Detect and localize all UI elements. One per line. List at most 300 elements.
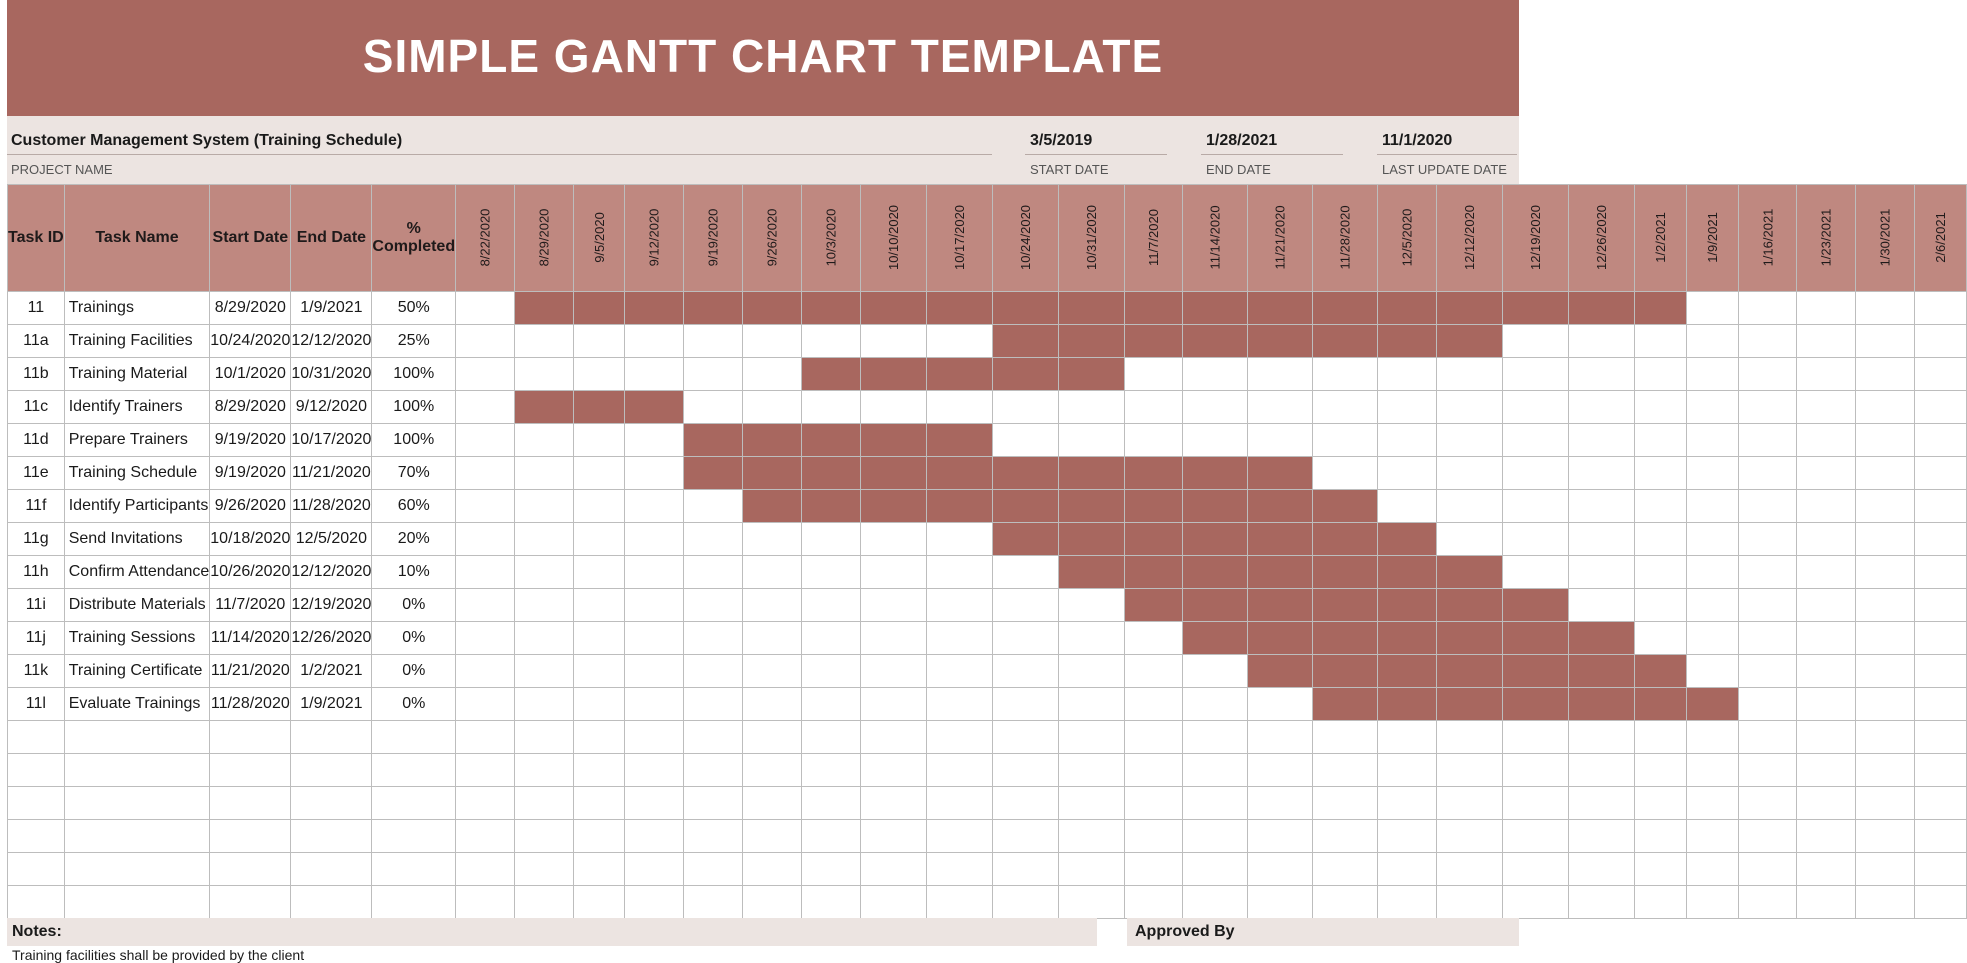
- week-label: 10/3/2020: [823, 208, 839, 267]
- empty-cell: [372, 820, 456, 853]
- week-header: [1686, 185, 1738, 292]
- gantt-empty-cell: [1856, 523, 1915, 556]
- gantt-empty-cell: [801, 589, 860, 622]
- gantt-bar-cell: [1125, 325, 1183, 358]
- empty-cell: [1378, 886, 1437, 919]
- empty-cell: [1125, 853, 1183, 886]
- gantt-empty-cell: [1313, 424, 1378, 457]
- gantt-empty-cell: [1635, 622, 1687, 655]
- gantt-empty-cell: [1569, 457, 1635, 490]
- week-header: [801, 185, 860, 292]
- task-pct-cell: 0%: [372, 655, 456, 688]
- task-id-cell: 11j: [8, 622, 65, 655]
- week-label: 8/22/2020: [477, 208, 493, 267]
- gantt-empty-cell: [1503, 457, 1569, 490]
- gantt-empty-cell: [1738, 688, 1797, 721]
- empty-cell: [743, 820, 802, 853]
- empty-cell: [1182, 820, 1247, 853]
- gantt-empty-cell: [573, 457, 625, 490]
- week-header: [456, 185, 515, 292]
- gantt-empty-cell: [1635, 490, 1687, 523]
- gantt-empty-cell: [625, 358, 684, 391]
- week-label: 11/7/2020: [1146, 209, 1162, 266]
- gantt-bar-cell: [992, 523, 1058, 556]
- week-label: 8/29/2020: [536, 208, 552, 267]
- gantt-empty-cell: [456, 325, 515, 358]
- task-id-cell: 11l: [8, 688, 65, 721]
- gantt-empty-cell: [1738, 556, 1797, 589]
- task-name-cell: Trainings: [64, 292, 210, 325]
- empty-cell: [1437, 787, 1503, 820]
- empty-cell: [210, 787, 291, 820]
- empty-cell: [573, 853, 625, 886]
- week-header: [926, 185, 992, 292]
- empty-cell: [1313, 820, 1378, 853]
- gantt-empty-cell: [1125, 622, 1183, 655]
- empty-cell: [625, 820, 684, 853]
- gantt-empty-cell: [1503, 391, 1569, 424]
- task-name-cell: Confirm Attendance: [64, 556, 210, 589]
- gantt-bar-cell: [1313, 622, 1378, 655]
- week-label: 9/5/2020: [591, 212, 607, 263]
- gantt-bar-cell: [573, 391, 625, 424]
- gantt-bar-cell: [1059, 325, 1125, 358]
- gantt-empty-cell: [1915, 688, 1967, 721]
- gantt-bar-cell: [1182, 457, 1247, 490]
- gantt-bar-cell: [801, 424, 860, 457]
- last-update-underline: [1377, 154, 1517, 155]
- empty-cell: [291, 721, 372, 754]
- empty-cell: [372, 886, 456, 919]
- task-row: [8, 523, 1967, 556]
- gantt-bar-cell: [1569, 292, 1635, 325]
- gantt-bar-cell: [743, 292, 802, 325]
- task-rows: [8, 292, 1967, 919]
- gantt-empty-cell: [1738, 457, 1797, 490]
- empty-cell: [1437, 754, 1503, 787]
- gantt-bar-cell: [1182, 556, 1247, 589]
- gantt-empty-cell: [743, 358, 802, 391]
- week-header: [1313, 185, 1378, 292]
- task-start-cell: 10/26/2020: [210, 556, 291, 589]
- gantt-empty-cell: [1856, 490, 1915, 523]
- gantt-empty-cell: [625, 490, 684, 523]
- gantt-empty-cell: [573, 490, 625, 523]
- gantt-empty-cell: [1569, 490, 1635, 523]
- title-banner: [7, 0, 1519, 116]
- gantt-empty-cell: [573, 325, 625, 358]
- task-end-cell: 1/9/2021: [291, 292, 372, 325]
- gantt-empty-cell: [926, 325, 992, 358]
- week-header: [684, 185, 743, 292]
- task-name-cell: Identify Trainers: [64, 391, 210, 424]
- gantt-empty-cell: [573, 688, 625, 721]
- gantt-bar-cell: [684, 457, 743, 490]
- col-header-pct-completed: % Completed: [372, 185, 456, 292]
- end-date-value: 1/28/2021: [1206, 132, 1278, 149]
- empty-cell: [926, 820, 992, 853]
- empty-cell: [926, 886, 992, 919]
- gantt-empty-cell: [514, 457, 573, 490]
- gantt-empty-cell: [1635, 457, 1687, 490]
- notes-label: Notes:: [12, 923, 62, 940]
- gantt-empty-cell: [992, 622, 1058, 655]
- task-row: [8, 424, 1967, 457]
- gantt-empty-cell: [1248, 688, 1313, 721]
- empty-cell: [1378, 721, 1437, 754]
- gantt-empty-cell: [456, 358, 515, 391]
- gantt-empty-cell: [684, 688, 743, 721]
- task-pct-cell: 100%: [372, 358, 456, 391]
- empty-cell: [1856, 853, 1915, 886]
- week-label: 12/26/2020: [1594, 204, 1610, 271]
- gantt-empty-cell: [1503, 523, 1569, 556]
- empty-cell: [1635, 820, 1687, 853]
- week-label: 9/19/2020: [705, 208, 721, 267]
- gantt-empty-cell: [573, 358, 625, 391]
- gantt-bar-cell: [1313, 688, 1378, 721]
- empty-cell: [291, 853, 372, 886]
- project-name: Customer Management System (Training Schedule): [11, 132, 403, 149]
- gantt-empty-cell: [456, 622, 515, 655]
- task-start-cell: 11/7/2020: [210, 589, 291, 622]
- gantt-empty-cell: [573, 424, 625, 457]
- gantt-empty-cell: [1059, 589, 1125, 622]
- empty-cell: [1635, 754, 1687, 787]
- empty-cell: [456, 787, 515, 820]
- gantt-empty-cell: [1856, 655, 1915, 688]
- task-name-cell: Training Facilities: [64, 325, 210, 358]
- empty-cell: [1856, 820, 1915, 853]
- gantt-empty-cell: [926, 688, 992, 721]
- gantt-empty-cell: [514, 358, 573, 391]
- gantt-bar-cell: [514, 292, 573, 325]
- empty-cell: [573, 886, 625, 919]
- gantt-empty-cell: [926, 589, 992, 622]
- gantt-empty-cell: [1686, 622, 1738, 655]
- task-pct-cell: 20%: [372, 523, 456, 556]
- gantt-empty-cell: [1378, 490, 1437, 523]
- gantt-empty-cell: [1797, 556, 1856, 589]
- gantt-empty-cell: [1182, 358, 1247, 391]
- gantt-empty-cell: [926, 622, 992, 655]
- gantt-empty-cell: [1059, 424, 1125, 457]
- empty-cell: [684, 886, 743, 919]
- gantt-bar-cell: [1059, 523, 1125, 556]
- last-update-value: 11/1/2020: [1382, 132, 1453, 149]
- empty-cell: [1125, 787, 1183, 820]
- week-label: 10/24/2020: [1017, 204, 1033, 271]
- gantt-bar-cell: [860, 424, 926, 457]
- empty-cell: [625, 721, 684, 754]
- gantt-empty-cell: [1738, 622, 1797, 655]
- empty-cell: [1503, 721, 1569, 754]
- gantt-bar-cell: [1125, 457, 1183, 490]
- gantt-empty-cell: [1915, 358, 1967, 391]
- gantt-empty-cell: [1797, 490, 1856, 523]
- empty-cell: [8, 853, 65, 886]
- gantt-bar-cell: [1125, 556, 1183, 589]
- empty-cell: [684, 787, 743, 820]
- gantt-bar-cell: [1378, 556, 1437, 589]
- gantt-empty-cell: [1437, 391, 1503, 424]
- gantt-bar-cell: [801, 358, 860, 391]
- empty-cell: [1915, 754, 1967, 787]
- empty-cell: [1686, 853, 1738, 886]
- empty-cell: [1797, 787, 1856, 820]
- gantt-empty-cell: [860, 655, 926, 688]
- gantt-empty-cell: [1738, 391, 1797, 424]
- gantt-bar-cell: [992, 457, 1058, 490]
- week-header: [1378, 185, 1437, 292]
- empty-cell: [1738, 886, 1797, 919]
- gantt-bar-cell: [1248, 325, 1313, 358]
- empty-cell: [372, 721, 456, 754]
- gantt-empty-cell: [456, 292, 515, 325]
- gantt-empty-cell: [514, 556, 573, 589]
- gantt-empty-cell: [1738, 292, 1797, 325]
- gantt-bar-cell: [1378, 589, 1437, 622]
- gantt-empty-cell: [1797, 391, 1856, 424]
- gantt-empty-cell: [514, 523, 573, 556]
- empty-row: [8, 886, 1967, 919]
- empty-cell: [8, 754, 65, 787]
- week-label: 12/12/2020: [1462, 204, 1478, 271]
- gantt-empty-cell: [1738, 424, 1797, 457]
- gantt-bar-cell: [1437, 688, 1503, 721]
- gantt-empty-cell: [625, 688, 684, 721]
- gantt-bar-cell: [1378, 688, 1437, 721]
- empty-cell: [1915, 787, 1967, 820]
- gantt-empty-cell: [684, 325, 743, 358]
- gantt-empty-cell: [1797, 655, 1856, 688]
- gantt-empty-cell: [684, 391, 743, 424]
- empty-cell: [1915, 886, 1967, 919]
- gantt-empty-cell: [1856, 325, 1915, 358]
- empty-cell: [1569, 853, 1635, 886]
- task-end-cell: 12/26/2020: [291, 622, 372, 655]
- task-start-cell: 11/21/2020: [210, 655, 291, 688]
- empty-cell: [1915, 853, 1967, 886]
- gantt-bar-cell: [926, 424, 992, 457]
- gantt-empty-cell: [1686, 655, 1738, 688]
- task-row: [8, 325, 1967, 358]
- empty-cell: [8, 721, 65, 754]
- week-header: [1248, 185, 1313, 292]
- gantt-bar-cell: [1248, 457, 1313, 490]
- gantt-empty-cell: [1248, 424, 1313, 457]
- empty-cell: [1856, 886, 1915, 919]
- gantt-empty-cell: [801, 688, 860, 721]
- gantt-empty-cell: [860, 688, 926, 721]
- week-header: [1182, 185, 1247, 292]
- empty-cell: [456, 886, 515, 919]
- gantt-empty-cell: [743, 655, 802, 688]
- empty-cell: [1797, 754, 1856, 787]
- gantt-empty-cell: [801, 391, 860, 424]
- gantt-empty-cell: [625, 622, 684, 655]
- gantt-bar-cell: [1182, 523, 1247, 556]
- empty-cell: [860, 721, 926, 754]
- gantt-bar-cell: [801, 457, 860, 490]
- gantt-empty-cell: [992, 424, 1058, 457]
- gantt-bar-cell: [992, 325, 1058, 358]
- gantt-empty-cell: [1569, 589, 1635, 622]
- gantt-empty-cell: [801, 556, 860, 589]
- gantt-bar-cell: [926, 457, 992, 490]
- gantt-bar-cell: [1182, 622, 1247, 655]
- empty-cell: [573, 721, 625, 754]
- gantt-empty-cell: [1635, 424, 1687, 457]
- empty-cell: [1738, 721, 1797, 754]
- task-start-cell: 10/1/2020: [210, 358, 291, 391]
- gantt-empty-cell: [1856, 556, 1915, 589]
- task-id-cell: 11d: [8, 424, 65, 457]
- task-id-cell: 11h: [8, 556, 65, 589]
- gantt-empty-cell: [1635, 325, 1687, 358]
- empty-cell: [625, 853, 684, 886]
- task-row: [8, 556, 1967, 589]
- week-label: 11/21/2020: [1272, 205, 1288, 270]
- gantt-empty-cell: [456, 523, 515, 556]
- gantt-empty-cell: [456, 688, 515, 721]
- last-update-label: LAST UPDATE DATE: [1382, 162, 1507, 177]
- task-end-cell: 1/9/2021: [291, 688, 372, 721]
- empty-cell: [1125, 754, 1183, 787]
- empty-cell: [210, 853, 291, 886]
- empty-cell: [1856, 787, 1915, 820]
- task-pct-cell: 0%: [372, 688, 456, 721]
- gantt-bar-cell: [743, 457, 802, 490]
- gantt-empty-cell: [1437, 457, 1503, 490]
- task-row: [8, 292, 1967, 325]
- project-name-label: PROJECT NAME: [11, 162, 113, 177]
- gantt-bar-cell: [1248, 523, 1313, 556]
- gantt-empty-cell: [743, 391, 802, 424]
- gantt-bar-cell: [1182, 589, 1247, 622]
- empty-cell: [1378, 754, 1437, 787]
- gantt-bar-cell: [1313, 523, 1378, 556]
- gantt-empty-cell: [514, 622, 573, 655]
- gantt-bar-cell: [1635, 688, 1687, 721]
- empty-cell: [1313, 754, 1378, 787]
- week-label: 10/10/2020: [885, 204, 901, 271]
- empty-cell: [1059, 853, 1125, 886]
- week-header: [1437, 185, 1503, 292]
- gantt-empty-cell: [1182, 688, 1247, 721]
- task-start-cell: 8/29/2020: [210, 391, 291, 424]
- week-header: [1856, 185, 1915, 292]
- empty-cell: [1248, 820, 1313, 853]
- week-header: [1125, 185, 1183, 292]
- task-start-cell: 8/29/2020: [210, 292, 291, 325]
- gantt-empty-cell: [1686, 292, 1738, 325]
- gantt-empty-cell: [1059, 391, 1125, 424]
- empty-cell: [860, 754, 926, 787]
- empty-cell: [992, 721, 1058, 754]
- empty-cell: [1856, 754, 1915, 787]
- gantt-empty-cell: [1856, 292, 1915, 325]
- task-start-cell: 10/24/2020: [210, 325, 291, 358]
- gantt-empty-cell: [1569, 556, 1635, 589]
- empty-cell: [1686, 754, 1738, 787]
- empty-row: [8, 787, 1967, 820]
- empty-cell: [1503, 886, 1569, 919]
- gantt-bar-cell: [1313, 490, 1378, 523]
- empty-cell: [64, 787, 210, 820]
- gantt-bar-cell: [992, 358, 1058, 391]
- gantt-empty-cell: [1738, 490, 1797, 523]
- end-date-label: END DATE: [1206, 162, 1271, 177]
- empty-cell: [1248, 853, 1313, 886]
- task-row: [8, 589, 1967, 622]
- gantt-bar-cell: [1313, 325, 1378, 358]
- task-id-cell: 11a: [8, 325, 65, 358]
- gantt-bar-cell: [1248, 490, 1313, 523]
- gantt-empty-cell: [1915, 292, 1967, 325]
- task-end-cell: 10/17/2020: [291, 424, 372, 457]
- empty-cell: [1738, 787, 1797, 820]
- gantt-bar-cell: [1378, 523, 1437, 556]
- gantt-bar-cell: [1437, 325, 1503, 358]
- gantt-empty-cell: [1313, 358, 1378, 391]
- gantt-bar-cell: [1635, 655, 1687, 688]
- end-date-underline: [1201, 154, 1343, 155]
- empty-cell: [291, 754, 372, 787]
- empty-cell: [1059, 886, 1125, 919]
- task-row: [8, 688, 1967, 721]
- task-row: [8, 622, 1967, 655]
- gantt-empty-cell: [456, 457, 515, 490]
- col-header-start-date: Start Date: [210, 185, 291, 292]
- gantt-bar-cell: [625, 391, 684, 424]
- gantt-bar-cell: [1378, 622, 1437, 655]
- empty-cell: [456, 853, 515, 886]
- task-start-cell: 9/19/2020: [210, 457, 291, 490]
- empty-cell: [926, 787, 992, 820]
- empty-cell: [1569, 820, 1635, 853]
- empty-cell: [64, 721, 210, 754]
- task-start-cell: 9/19/2020: [210, 424, 291, 457]
- gantt-bar-cell: [684, 292, 743, 325]
- empty-cell: [801, 787, 860, 820]
- task-pct-cell: 60%: [372, 490, 456, 523]
- gantt-empty-cell: [743, 622, 802, 655]
- start-date-underline: [1025, 154, 1167, 155]
- gantt-empty-cell: [514, 325, 573, 358]
- gantt-empty-cell: [801, 325, 860, 358]
- empty-cell: [1437, 853, 1503, 886]
- gantt-empty-cell: [1686, 589, 1738, 622]
- gantt-bar-cell: [1059, 358, 1125, 391]
- empty-cell: [625, 886, 684, 919]
- empty-cell: [456, 721, 515, 754]
- week-header: [573, 185, 625, 292]
- gantt-empty-cell: [1915, 523, 1967, 556]
- empty-cell: [1503, 787, 1569, 820]
- gantt-empty-cell: [1797, 424, 1856, 457]
- gantt-empty-cell: [1686, 523, 1738, 556]
- empty-cell: [801, 721, 860, 754]
- project-info-bar: [7, 116, 1519, 184]
- task-end-cell: 12/12/2020: [291, 325, 372, 358]
- empty-cell: [1182, 754, 1247, 787]
- week-label: 1/9/2021: [1704, 212, 1720, 263]
- task-start-cell: 10/18/2020: [210, 523, 291, 556]
- week-header: [860, 185, 926, 292]
- gantt-bar-cell: [1182, 325, 1247, 358]
- empty-row: [8, 853, 1967, 886]
